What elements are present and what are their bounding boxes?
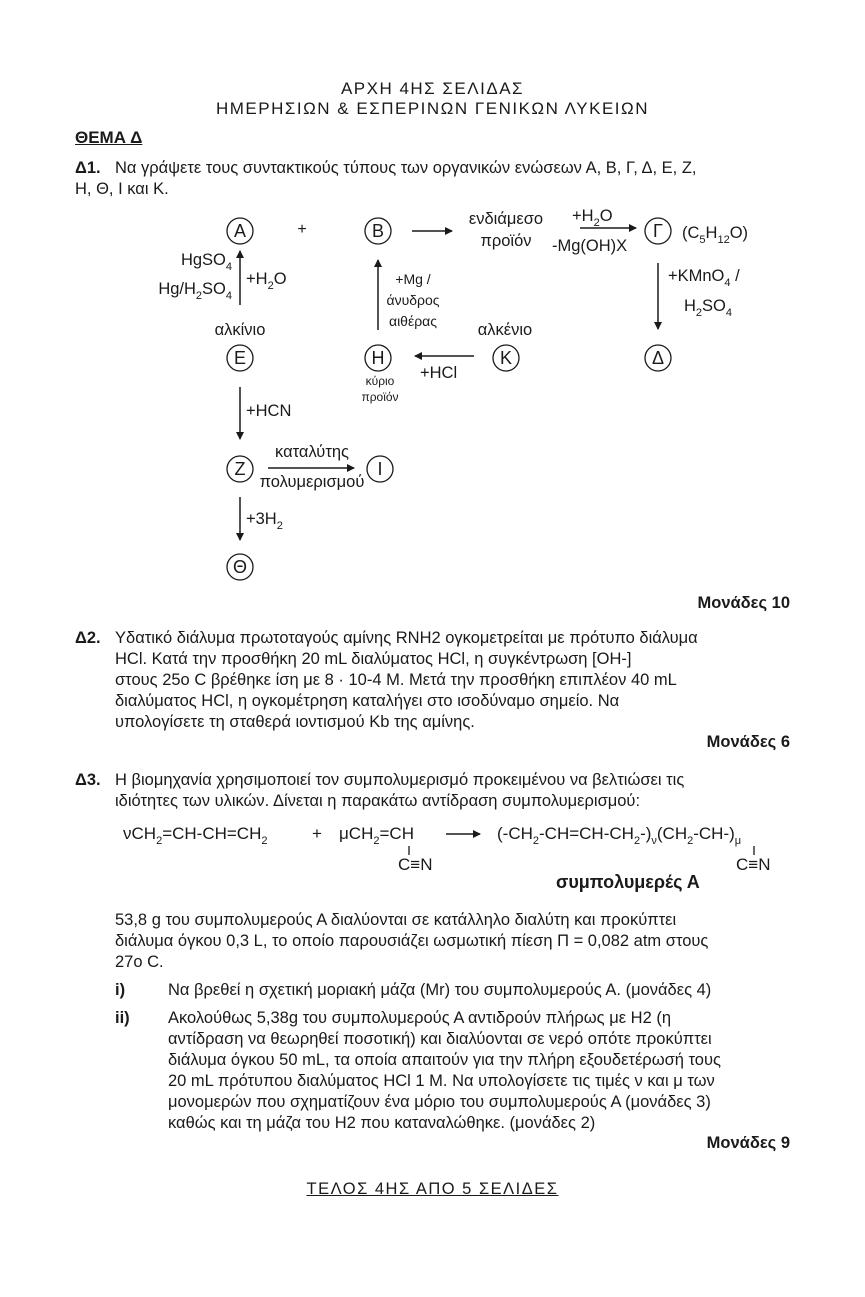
d3-label: Δ3. — [75, 771, 101, 789]
label-mg-3: αιθέρας — [388, 313, 438, 329]
d2-label: Δ2. — [75, 629, 101, 647]
d3-ii-line-1: Ακολούθως 5,38g του συμπολυμερούς Α αντιδρούν πλήρως με H2 (η — [168, 1009, 672, 1027]
d3-marks: Μονάδες 9 — [706, 1134, 790, 1152]
reaction-scheme — [0, 195, 865, 595]
svg-text:Α: Α — [233, 221, 247, 241]
label-intermediate-2: προϊόν — [480, 232, 532, 250]
compound-g — [645, 218, 671, 244]
d3-para-2: διάλυμα όγκου 0,3 L, το οποίο παρουσιάζει ωσμωτική πίεση Π = 0,082 atm στους — [115, 932, 709, 950]
d3-line-1: Η βιομηχανία χρησιμοποιεί τον συμπολυμερισμό προκειμένου να βελτιώσει τις — [115, 771, 685, 789]
compound-d — [645, 345, 671, 371]
cn-group-2: C≡N — [736, 855, 771, 874]
d1-line-2: Η, Θ, Ι και Κ. — [75, 180, 169, 198]
plus-sign-2: + — [312, 824, 322, 843]
d3-para-3: 27o C. — [115, 953, 164, 971]
d2-line-5: υπολογίσετε τη σταθερά ιοντισμού Kb της αμίνης. — [115, 713, 475, 731]
d2-line-3: στους 25o C βρέθηκε ίση με 8 · 10-4 M. Μετά την προσθήκη επιπλέον 40 mL — [115, 671, 677, 689]
label-hcn: +HCN — [246, 402, 292, 420]
d3-para-1: 53,8 g του συμπολυμερούς Α διαλύονται σε κατάλληλο διαλύτη και προκύπτει — [115, 911, 677, 929]
label-water-top: $+H_2O$ — [572, 207, 613, 229]
label-catalyst-1: καταλύτης — [275, 443, 349, 461]
svg-text:Ι: Ι — [377, 459, 383, 479]
d2-line-2: HCl. Κατά την προσθήκη 20 mL διαλύματος HCl, η συγκέντρωση [OH-] — [115, 650, 632, 668]
svg-text:Β: Β — [371, 221, 385, 241]
label-catalyst-2: πολυμερισμού — [259, 473, 365, 491]
compound-k — [493, 345, 519, 371]
svg-text:Κ: Κ — [499, 348, 513, 368]
svg-text:Γ: Γ — [653, 221, 663, 241]
d3-ii-line-2: αντίδραση να θεωρηθεί ποσοτική) και διαλύονται σε νερό οπότε προκύπτει — [168, 1030, 712, 1048]
d1-marks: Μονάδες 10 — [697, 594, 790, 612]
compound-h — [365, 345, 391, 371]
label-hgso4: HgSO$_4$ — [180, 251, 232, 273]
d1-line-1: Να γράψετε τους συντακτικούς τύπους των οργανικών ενώσεων Α, Β, Γ, Δ, Ε, Ζ, — [115, 159, 697, 177]
svg-text:Ζ: Ζ — [234, 459, 246, 479]
d3-ii-label: ii) — [115, 1009, 130, 1027]
d1-label: Δ1. — [75, 159, 101, 177]
compound-z — [227, 456, 253, 482]
cn-group-1: C≡N — [398, 855, 433, 874]
d3-ii-line-3: διάλυμα όγκου 50 mL, τα οποία απαιτούν για την πλήρη εξουδετέρωσή τους — [168, 1051, 721, 1069]
svg-text:Ε: Ε — [233, 348, 247, 368]
topic-title: ΘΕΜΑ Δ — [75, 128, 143, 147]
label-mg-1: +Mg / — [395, 271, 431, 287]
label-mgohx: -Mg(OH)X — [552, 237, 628, 255]
d3-i-label: i) — [115, 981, 126, 999]
svg-text:Η: Η — [371, 348, 385, 368]
d3-i-text: Να βρεθεί η σχετική μοριακή μάζα (Mr) του συμπολυμερούς Α. (μονάδες 4) — [168, 981, 712, 999]
label-hg-h2so4: $Hg/H_2SO_4$ — [158, 280, 232, 302]
copolymer-equation — [0, 815, 865, 895]
label-hcl: +HCl — [420, 364, 458, 382]
label-kmno4: +KMnO$_4$ / — [668, 267, 740, 289]
header-line-2: ΗΜΕΡΗΣΙΩΝ & ΕΣΠΕΡΙΝΩΝ ΓΕΝΙΚΩΝ ΛΥΚΕΙΩΝ — [215, 99, 650, 118]
copolymer-name: συμπολυμερές Α — [556, 872, 700, 892]
compound-a — [227, 218, 253, 244]
reactant-1: $\nu CH_2=CH-CH=CH_2$ — [123, 824, 268, 847]
plus-sign: + — [297, 221, 307, 238]
label-water-left: $+H_2O$ — [246, 270, 287, 292]
d3-line-2: ιδιότητες των υλικών. Δίνεται η παρακάτω αντίδραση συμπολυμερισμού: — [115, 792, 641, 810]
reactant-2: μCH$_2$=CH — [339, 824, 414, 847]
label-main-1: κύριο — [365, 374, 395, 388]
compound-b — [365, 218, 391, 244]
d2-line-4: διαλύματος HCl, η ογκομέτρηση καταλήγει στο ισοδύναμο σημείο. Να — [115, 692, 620, 710]
compound-i — [367, 456, 393, 482]
label-h2so4: $H_2SO_4$ — [684, 297, 733, 319]
label-intermediate-1: ενδιάμεσο — [468, 210, 544, 228]
label-alkene: αλκένιο — [477, 321, 533, 339]
d3-ii-line-6: καθώς και τη μάζα του H2 που καταναλώθηκε. (μονάδες 2) — [168, 1114, 596, 1132]
product-formula: $(-CH_2-CH=CH-CH_2-)_\nu(CH_2-CH-)_\mu$ — [497, 824, 742, 847]
label-main-2: προϊόν — [361, 390, 399, 404]
d2-line-1: Υδατικό διάλυμα πρωτοταγούς αμίνης RNH2 ογκομετρείται με πρότυπο διάλυμα — [115, 629, 698, 647]
compound-e — [227, 345, 253, 371]
header-line-1: ΑΡΧΗ 4ΗΣ ΣΕΛΙΔΑΣ — [340, 79, 525, 98]
svg-text:Δ: Δ — [651, 348, 665, 368]
label-formula-g: $(C_5H_{12}O)$ — [682, 224, 749, 246]
d3-ii-line-5: μονομερών που σχηματίζουν ένα μόριο του συμπολυμερούς Α (μονάδες 3) — [168, 1093, 711, 1111]
label-h2: $+3H_2$ — [246, 510, 283, 532]
compound-th — [227, 554, 253, 580]
label-alkyne: αλκίνιο — [214, 321, 266, 339]
label-mg-2: άνυδρος — [386, 292, 440, 308]
svg-text:Θ: Θ — [232, 557, 248, 577]
d2-marks: Μονάδες 6 — [706, 733, 790, 751]
d3-ii-line-4: 20 mL πρότυπου διαλύματος HCl 1 M. Να υπολογίσετε τις τιμές ν και μ των — [168, 1072, 715, 1090]
page-footer: ΤΕΛΟΣ 4ΗΣ ΑΠΟ 5 ΣΕΛΙΔΕΣ — [306, 1180, 559, 1198]
